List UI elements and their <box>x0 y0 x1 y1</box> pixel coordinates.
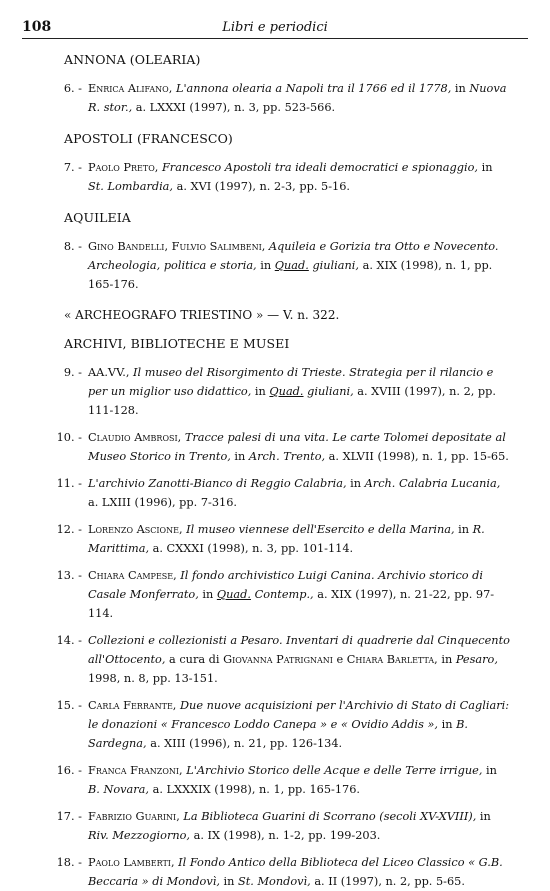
section-heading: APOSTOLI (FRANCESCO) <box>64 131 233 146</box>
entry-in: in <box>219 875 238 888</box>
entry-author: Giovanna Patrignani <box>223 653 333 666</box>
page-number: 108 <box>22 19 52 35</box>
entry-title: Il fondo archivistico Luigi Canina. Archivio storico di Casale Monferrato, <box>88 569 484 601</box>
entry-details: a. IX (1998), n. 1-2, pp. 199-203. <box>190 829 381 842</box>
entry-author: Claudio Ambrosi, <box>88 431 182 444</box>
entry-in: in <box>478 161 493 174</box>
entry-author: Paolo Preto, <box>88 161 159 174</box>
entry-in: in <box>198 588 217 601</box>
entry-in: in <box>251 385 270 398</box>
bibliography-entry <box>56 474 510 512</box>
entry-details: a. XVIII (1997), n. 2, pp. 111-128. <box>88 385 496 417</box>
cross-reference: « ARCHEOGRAFO TRIESTINO » — V. n. 322. <box>64 308 340 322</box>
entry-author: Gino Bandelli, Fulvio Salimbeni, <box>88 240 266 253</box>
entry-journal: Pesaro, <box>455 653 498 666</box>
entry-details: a. XIX (1998), n. 1, pp. 165-176. <box>88 259 493 291</box>
entry-title: Il Fondo Antico della Biblioteca del Liceo Classico « G.B. Beccaria » di Mondovì, <box>88 856 503 888</box>
entry-title: Collezioni e collezionisti a Pesaro. Inventari di quadrerie dal Cinquecento all'Ottocento, <box>88 634 510 666</box>
entry-author: Paolo Lamberti, <box>88 856 175 869</box>
entry-author: Chiara Barletta, <box>346 653 438 666</box>
entry-journal-cont: Contemp., <box>254 588 314 601</box>
entry-number: 10. - <box>56 431 82 444</box>
entry-in: in <box>482 764 497 777</box>
bibliography-entry <box>63 79 510 117</box>
running-title: Libri e periodici <box>222 20 328 35</box>
entry-in: in <box>437 653 456 666</box>
entry-author: Fabrizio Guarini, <box>88 810 180 823</box>
entry-details: a. CXXXI (1998), n. 3, pp. 101-114. <box>149 542 354 555</box>
bibliography-entry <box>56 853 510 891</box>
entry-in: in <box>230 450 249 463</box>
entry-details: a. XLVII (1998), n. 1, pp. 15-65. <box>325 450 509 463</box>
entry-author: Carla Ferrante, <box>88 699 177 712</box>
entry-number: 12. - <box>56 523 82 536</box>
section-heading: ANNONA (OLEARIA) <box>64 52 201 67</box>
bibliography-entry <box>56 696 510 753</box>
entry-details: a. LXXXIX (1998), n. 1, pp. 165-176. <box>149 783 360 796</box>
bibliography-entry <box>56 807 510 845</box>
entry-number: 7. - <box>63 161 82 174</box>
bibliography-entry <box>56 428 510 466</box>
entry-journal: Quad. <box>274 259 309 272</box>
entry-in: in <box>476 810 491 823</box>
running-head <box>22 16 528 38</box>
bibliography-entry <box>56 566 510 623</box>
entry-journal-cont: giuliani, <box>307 385 354 398</box>
bibliography-entry <box>63 237 510 294</box>
entry-number: 13. - <box>56 569 82 582</box>
entry-details: a. II (1997), n. 2, pp. 5-65. <box>310 875 465 888</box>
entry-details: a. XIII (1996), n. 21, pp. 126-134. <box>146 737 343 750</box>
entry-author: Chiara Campese, <box>88 569 177 582</box>
bibliography-list <box>0 52 550 891</box>
entry-number: 18. - <box>56 856 82 869</box>
entry-title: La Biblioteca Guarini di Scorrano (secoli XV-XVIII), <box>183 810 477 823</box>
entry-journal: B. Novara, <box>88 783 150 796</box>
entry-title: L'archivio Zanotti-Bianco di Reggio Calabria, <box>88 477 347 490</box>
entry-details: 1998, n. 8, pp. 13-151. <box>88 672 218 685</box>
bibliography-entry <box>56 761 510 799</box>
entry-journal: B. Sardegna, <box>88 718 469 750</box>
entry-title: Il museo viennese dell'Esercito e della Marina, <box>186 523 455 536</box>
entry-number: 6. - <box>63 82 82 95</box>
entry-title: Tracce palesi di una vita. Le carte Tolomei depositate al Museo Storico in Trento, <box>88 431 506 463</box>
entry-title: Aquileia e Gorizia tra Otto e Novecento. Archeologia, politica e storia, <box>88 240 499 272</box>
section-heading: ARCHIVI, BIBLIOTECHE E MUSEI <box>64 336 290 351</box>
bibliography-entry <box>56 631 510 688</box>
entry-journal: Quad. <box>269 385 304 398</box>
entry-journal: St. Mondovì, <box>238 875 311 888</box>
entry-curator-prefix: a cura di <box>165 653 224 666</box>
entry-title: L'Archivio Storico delle Acque e delle Terre irrigue, <box>186 764 483 777</box>
entry-journal-cont: giuliani, <box>312 259 359 272</box>
entry-details: a. LXXXI (1997), n. 3, pp. 523-566. <box>132 101 336 114</box>
entry-in: in <box>454 523 473 536</box>
entry-author: Lorenzo Ascione, <box>88 523 183 536</box>
entry-journal: Arch. Calabria Lucania, <box>364 477 501 490</box>
entry-journal: R. Marittima, <box>88 523 485 555</box>
entry-in: in <box>346 477 365 490</box>
bibliography-entry <box>56 520 510 558</box>
entry-title: L'annona olearia a Napoli tra il 1766 ed il 1778, <box>175 82 452 95</box>
entry-conjunction: e <box>332 653 347 666</box>
entry-number: 9. - <box>63 366 82 379</box>
entry-journal: Nuova R. stor., <box>88 82 507 114</box>
bibliography-entry <box>63 363 510 420</box>
entry-in: in <box>451 82 470 95</box>
entry-number: 11. - <box>56 477 82 490</box>
entry-details: a. XIX (1997), n. 21-22, pp. 97-114. <box>88 588 495 620</box>
entry-author: Franca Franzoni, <box>88 764 183 777</box>
entry-author: Enrica Alifano, <box>88 82 173 95</box>
entry-number: 16. - <box>56 764 82 777</box>
entry-in: in <box>438 718 457 731</box>
entry-author: AA.VV., <box>88 366 130 379</box>
bibliography-entry <box>63 158 510 196</box>
header-rule <box>22 38 528 39</box>
entry-journal: St. Lombardia, <box>88 180 174 193</box>
entry-in: in <box>256 259 275 272</box>
entry-number: 8. - <box>63 240 82 253</box>
entry-details: a. XVI (1997), n. 2-3, pp. 5-16. <box>173 180 350 193</box>
entry-journal: Riv. Mezzogiorno, <box>88 829 191 842</box>
entry-journal: Quad. <box>216 588 251 601</box>
entry-title: Francesco Apostoli tra ideali democratici e spionaggio, <box>161 161 479 174</box>
section-heading: AQUILEIA <box>64 210 131 225</box>
entry-number: 15. - <box>56 699 82 712</box>
entry-number: 17. - <box>56 810 82 823</box>
entry-title: Due nuove acquisizioni per l'Archivio di Stato di Cagliari: le donazioni « Francesco Loddo Canepa » e « Ovidio Addis », <box>88 699 510 731</box>
entry-title: Il museo del Risorgimento di Trieste. Strategia per il rilancio e per un miglior uso didattico, <box>88 366 494 398</box>
entry-number: 14. - <box>56 634 82 647</box>
entry-journal: Arch. Trento, <box>248 450 326 463</box>
entry-details: a. LXIII (1996), pp. 7-316. <box>88 496 237 509</box>
